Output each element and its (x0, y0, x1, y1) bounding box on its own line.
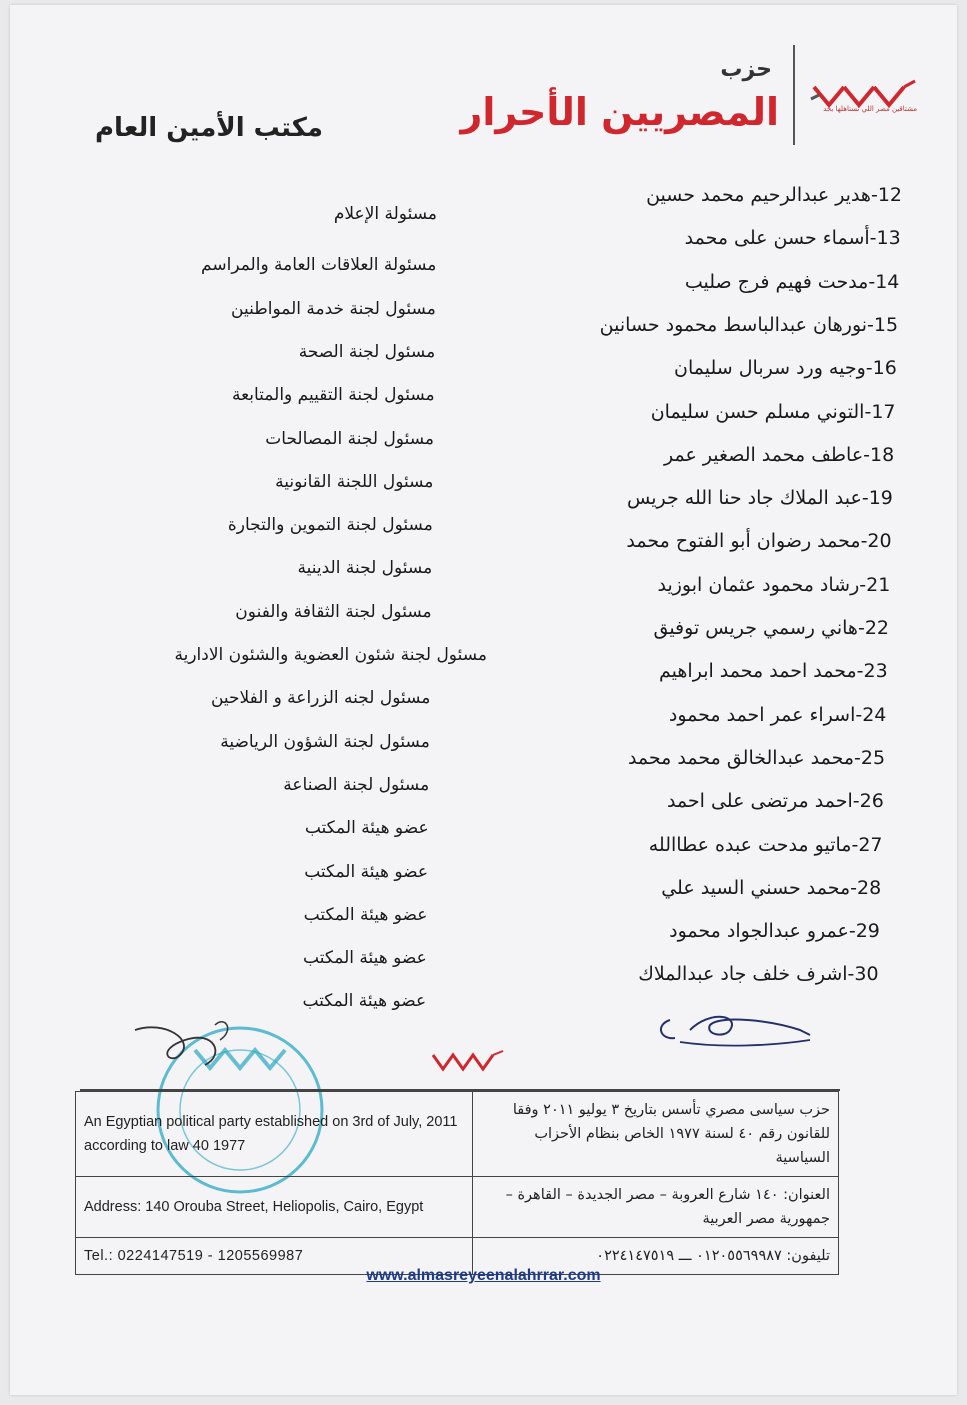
member-row (10, 310, 957, 362)
phone-en: Tel.: 0224147519 - 1205569987 (76, 1238, 473, 1275)
party-info-table (75, 1091, 839, 1275)
member-role: مسئول لجنه الزراعة و الفلاحين (210, 688, 431, 709)
member-row (10, 353, 957, 406)
about-ar: حزب سياسى مصري تأسس بتاريخ ٣ يوليو ٢٠١١ وفقا للقانون رقم ٤٠ لسنة ١٩٧٧ الخاص بنظام الأحزاب السياسية (473, 1092, 839, 1177)
member-name: 12-هدير عبدالرحيم محمد حسين (646, 184, 902, 206)
member-row (10, 700, 957, 752)
member-name: 25-محمد عبدالخالق محمد محمد (627, 746, 886, 769)
member-name: 24-اسراء عمر احمد محمود (668, 703, 887, 726)
address-ar: العنوان: ١٤٠ شارع العروبة – مصر الجديدة – القاهرة – جمهورية مصر العربية (473, 1177, 839, 1238)
member-role: مسئول اللجنة القانونية (275, 471, 434, 492)
member-name: 22-هاني رسمي جريس توفيق (653, 617, 889, 639)
member-name: 21-رشاد محمود عثمان ابوزيد (657, 573, 891, 596)
member-row (10, 873, 957, 925)
member-row (10, 743, 957, 795)
member-name: 23-محمد احمد محمد ابراهيم (659, 660, 888, 683)
member-role: مسئول لجنة التموين والتجارة (227, 515, 433, 536)
member-role: مسئول لجنة الصناعة (283, 774, 430, 795)
member-name: 20-محمد رضوان أبو الفتوح محمد (626, 530, 892, 553)
member-role: مسئول لجنة خدمة المواطنين (231, 298, 436, 319)
member-name: 16-وجيه ورد سربال سليمان (674, 357, 897, 380)
member-row (10, 180, 957, 224)
member-role: عضو هيئة المكتب (302, 991, 427, 1012)
member-role: مسئولة العلاقات العامة والمراسم (201, 255, 437, 276)
member-name: 14-مدحت فهيم فرج صليب (684, 270, 900, 293)
member-row (10, 613, 957, 665)
member-name: 28-محمد حسني السيد علي (661, 876, 882, 899)
member-name: 15-نورهان عبدالباسط محمود حسانين (599, 313, 899, 336)
member-name: 29-عمرو عبدالجواد محمود (669, 920, 880, 943)
member-row (10, 440, 957, 492)
member-name: 19-عبد الملاك جاد حنا الله جريس (627, 487, 893, 510)
member-row (10, 223, 957, 276)
member-row (10, 483, 957, 536)
signature-mark (650, 1000, 820, 1060)
member-role: عضو هيئة المكتب (304, 861, 428, 882)
logo-tagline: مشتاقين مصر اللي نستاهلها بجد (823, 105, 917, 113)
about-en: An Egyptian political party established on 3rd of July, 2011 according to law 40 1977 (76, 1092, 473, 1177)
website-link[interactable]: www.almasreyeenalahrrar.com (366, 1267, 601, 1284)
member-role: مسئول لجنة المصالحات (265, 428, 434, 449)
logo-party-label: حزب (720, 57, 772, 82)
member-name: 26-احمد مرتضى على احمد (666, 790, 884, 813)
member-row (10, 397, 957, 449)
member-row (10, 959, 957, 1012)
member-role: مسئول لجنة الثقافة والفنون (235, 601, 432, 622)
member-role: مسئول لجنة التقييم والمتابعة (231, 385, 435, 406)
member-row (10, 916, 957, 969)
member-row (10, 830, 957, 882)
website-footer (10, 1265, 957, 1285)
office-title: مكتب الأمين العام (95, 113, 324, 143)
footer-chevron-icon (428, 1047, 508, 1077)
member-name: 17-التوني مسلم حسن سليمان (650, 400, 896, 423)
member-name: 13-أسماء حسن على محمد (684, 227, 901, 250)
member-name: 18-عاطف محمد الصغير عمر (663, 443, 895, 466)
member-name: 27-ماتيو مدحت عبده عطاالله (648, 833, 883, 856)
member-role: مسئول لجنة شئون العضوية والشئون الادارية (174, 645, 487, 665)
member-row (10, 656, 957, 709)
logo-divider (793, 45, 795, 145)
phone-ar: تليفون: ٠١٢٠٥٥٦٩٩٨٧ ـــ ٠٢٢٤١٤٧٥١٩ (473, 1238, 839, 1275)
member-role: مسئولة الإعلام (333, 204, 437, 224)
address-en: Address: 140 Oroub​a Street, Heliopolis, Cairo, Egypt (76, 1177, 473, 1238)
member-role: مسئول لجنة الشؤون الرياضية (220, 731, 430, 752)
member-name: 30-اشرف خلف جاد عبدالملاك (638, 963, 879, 986)
party-logo (460, 45, 927, 150)
member-role: عضو هيئة المكتب (303, 948, 427, 969)
member-role: عضو هيئة المكتب (303, 904, 428, 925)
member-row (10, 526, 957, 579)
member-row (10, 570, 957, 622)
letter-page (10, 5, 957, 1395)
member-role: مسئول لجنة الدينية (297, 558, 433, 579)
member-row (10, 267, 957, 319)
party-chevron-icon (809, 67, 919, 127)
member-row (10, 786, 957, 839)
member-role: مسئول لجنة الصحة (298, 341, 436, 362)
member-role: عضو هيئة المكتب (304, 818, 429, 839)
logo-party-name: المصريين الأحرار (460, 90, 779, 134)
